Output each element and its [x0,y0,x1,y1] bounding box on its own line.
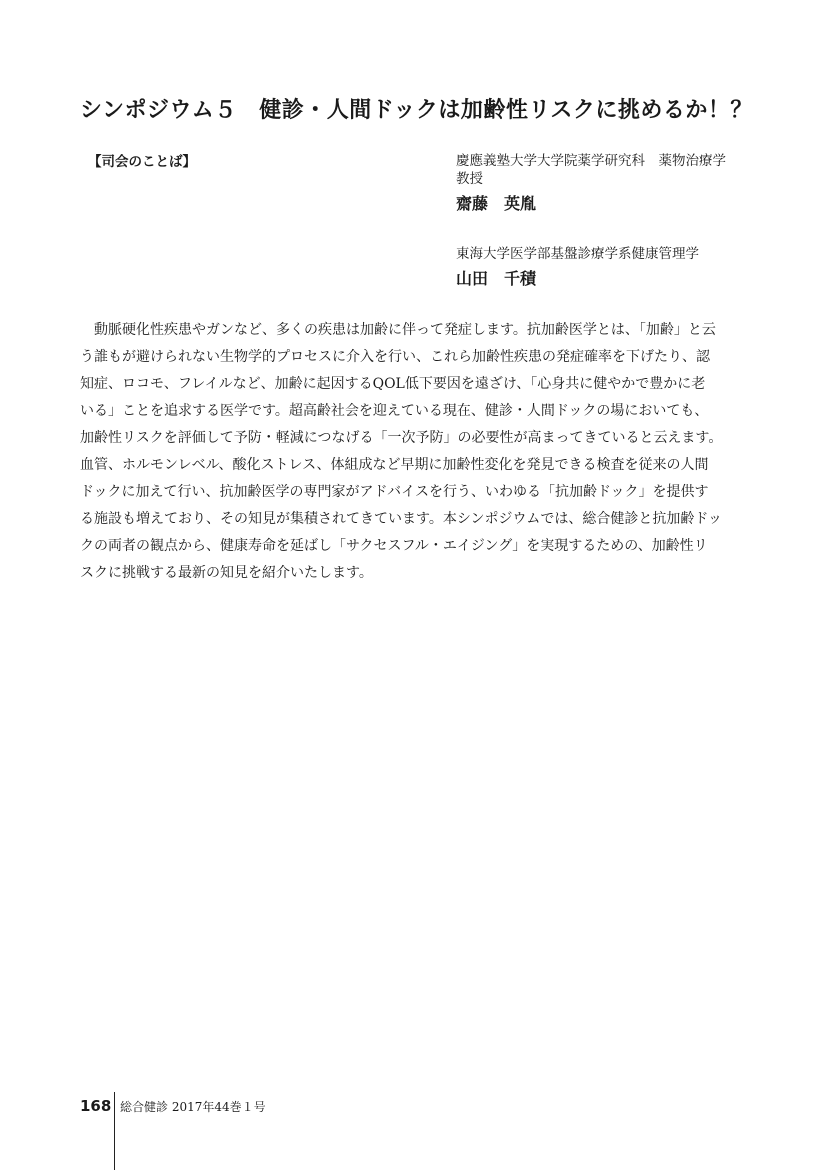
abstract-line: る施設も増えており、その知見が集積されてきています。本シンポジウムでは、総合健診と抗加齢ドッ [80,511,722,527]
page-number: 168 [80,1097,112,1115]
symposium-title: シンポジウム５ 健診・人間ドックは加齢性リスクに挑めるか！？ [80,98,753,123]
abstract-line: スクに挑戦する最新の知見を紹介いたします。 [80,565,373,581]
abstract-line: 知症、ロコモ、フレイルなど、加齢に起因するQOL低下要因を遠ざけ、「心身共に健やかで豊かに老 [80,376,706,392]
abstract-line: ドックに加えて行い、抗加齢医学の専門家がアドバイスを行う、いわゆる「抗加齢ドック」を提供す [80,484,709,500]
abstract-line: 血管、ホルモンレベル、酸化ストレス、体組成など早期に加齢性変化を発見できる検査を従来の人間 [80,457,709,473]
author-block [456,245,756,290]
author-name: 齋藤 英胤 [456,194,537,213]
abstract-line: 加齢性リスクを評価して予防・軽減につなげる「一次予防」の必要性が高まってきていると云えます。 [80,430,723,446]
abstract-line: 動脈硬化性疾患やガンなど、多くの疾患は加齢に伴って発症します。抗加齢医学とは、「加齢」と云 [94,322,716,338]
footer-divider [114,1092,115,1170]
abstract-line: う誰もが避けられない生物学的プロセスに介入を行い、これら加齢性疾患の発症確率を下げたり、認 [80,349,710,365]
abstract-line: いる」ことを追求する医学です。超高齢社会を迎えている現在、健診・人間ドックの場においても、 [80,403,709,419]
author-affiliation: 東海大学医学部基盤診療学系健康管理学 [456,246,699,262]
abstract-line: クの両者の観点から、健康寿命を延ばし「サクセスフル・エイジング」を実現するための、加齢性リ [80,538,708,554]
author-affiliation: 教授 [456,171,483,187]
abstract-body [80,317,750,587]
author-name: 山田 千積 [456,269,537,288]
journal-citation: 総合健診 2017年44巻１号 [120,1100,266,1114]
author-affiliation: 慶應義塾大学大学院薬学研究科 薬物治療学 [456,153,726,169]
author-block [456,152,756,215]
section-label: 【司会のことば】 [88,154,196,170]
